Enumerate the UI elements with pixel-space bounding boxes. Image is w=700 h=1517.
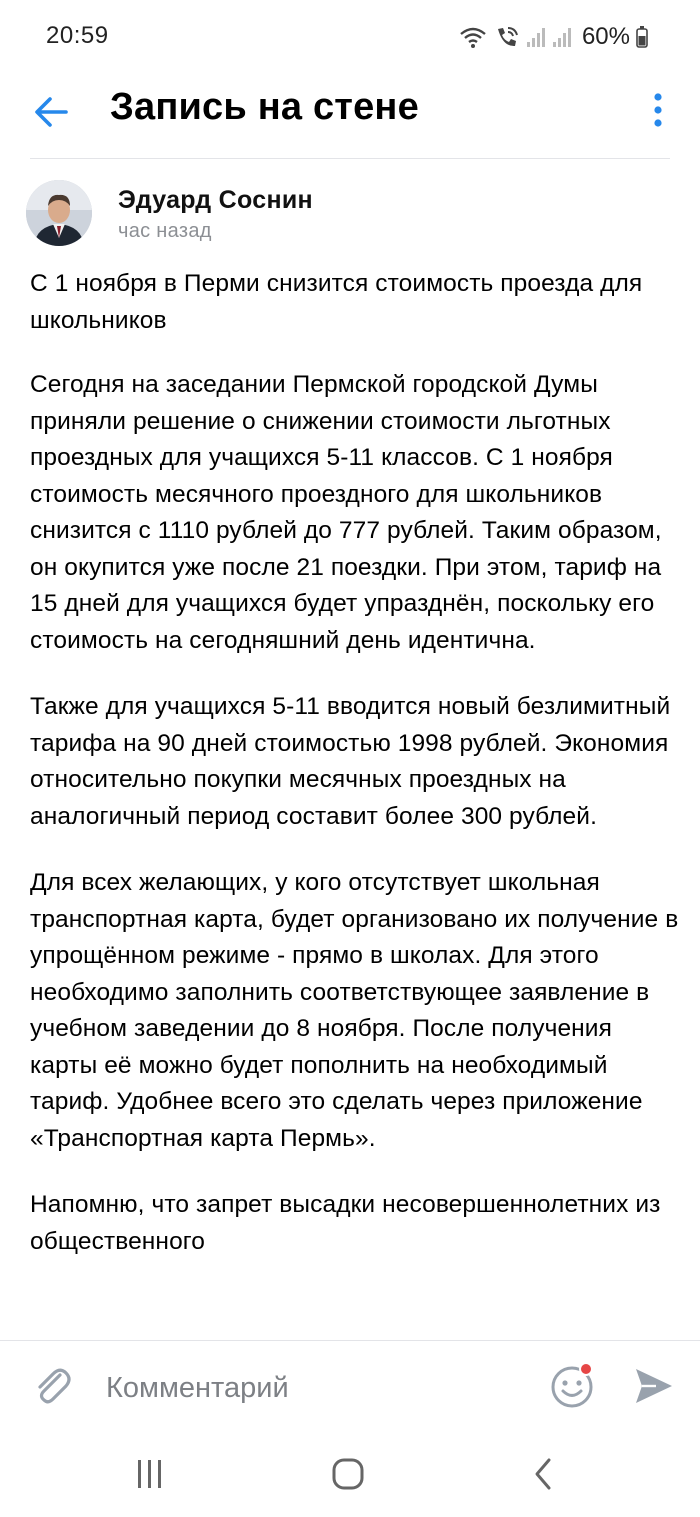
battery-icon bbox=[636, 26, 648, 48]
arrow-left-icon bbox=[28, 88, 76, 136]
attach-button[interactable] bbox=[30, 1363, 76, 1409]
back-button[interactable] bbox=[28, 88, 76, 136]
more-options-button[interactable] bbox=[646, 90, 670, 130]
app-header bbox=[0, 76, 700, 160]
home-icon bbox=[326, 1456, 370, 1492]
post-time[interactable]: час назад bbox=[118, 220, 212, 242]
post-paragraph: Также для учащихся 5-11 вводится новый безлимитный тарифа на 90 дней стоимостью 1998 рублей. Экономия относительно покупки месячных проездных на аналогичный период составит более 300 рублей. bbox=[30, 693, 671, 830]
post-paragraph: Напомню, что запрет высадки несовершеннолетних из общественного bbox=[30, 1191, 661, 1255]
avatar[interactable] bbox=[26, 180, 92, 246]
author-name[interactable]: Эдуард Соснин bbox=[118, 186, 313, 214]
send-icon bbox=[632, 1365, 674, 1407]
header-divider bbox=[30, 158, 670, 159]
post-paragraph: Для всех желающих, у кого отсутствует школьная транспортная карта, будет организовано их получение в упрощённом режиме - прямо в школах. Для этого необходимо заполнить соответствующее заявление в учебном заведении до 8 ноября. После получения карты её можно будет пополнить на необходимый тариф. Удобнее всего это сделать через приложение «Транспортная карта Пермь». bbox=[30, 869, 679, 1152]
signal-icon-1 bbox=[526, 26, 546, 48]
post-paragraph: С 1 ноября в Перми снизится стоимость проезда для школьников bbox=[30, 270, 643, 334]
smile-icon bbox=[548, 1361, 596, 1409]
post-paragraph: Сегодня на заседании Пермской городской Думы приняли решение о снижении стоимости льготных проездных для учащихся 5-11 классов. С 1 ноября стоимость месячного проездного для школьников снизится с 1110 рублей до 777 рублей. Таким образом, он окупится уже после 21 поездки. При этом, тариф на 15 дней для учащихся будет упразднён, поскольку его стоимость на сегодняшний день идентична. bbox=[30, 371, 662, 654]
recent-apps-button[interactable] bbox=[128, 1456, 172, 1492]
more-vertical-icon bbox=[646, 90, 670, 130]
page-title: Запись на стене bbox=[110, 86, 419, 128]
battery-percent: 60% bbox=[581, 23, 630, 50]
system-back-button[interactable] bbox=[522, 1456, 566, 1492]
recent-apps-icon bbox=[128, 1456, 172, 1492]
home-button[interactable] bbox=[326, 1456, 370, 1492]
paperclip-icon bbox=[30, 1363, 76, 1409]
system-nav-bar bbox=[0, 1432, 700, 1517]
wifi-icon bbox=[458, 25, 488, 49]
signal-icon-2 bbox=[552, 26, 572, 48]
chevron-left-icon bbox=[522, 1456, 566, 1492]
comment-input[interactable] bbox=[104, 1365, 528, 1411]
comment-bar bbox=[0, 1340, 700, 1433]
send-button[interactable] bbox=[632, 1365, 674, 1407]
status-icons bbox=[458, 22, 648, 52]
status-time: 20:59 bbox=[46, 22, 109, 49]
post-author bbox=[26, 180, 666, 250]
wifi-calling-icon bbox=[494, 25, 520, 49]
status-bar bbox=[0, 0, 700, 76]
emoji-button[interactable] bbox=[548, 1361, 596, 1409]
post-text bbox=[30, 266, 680, 1340]
